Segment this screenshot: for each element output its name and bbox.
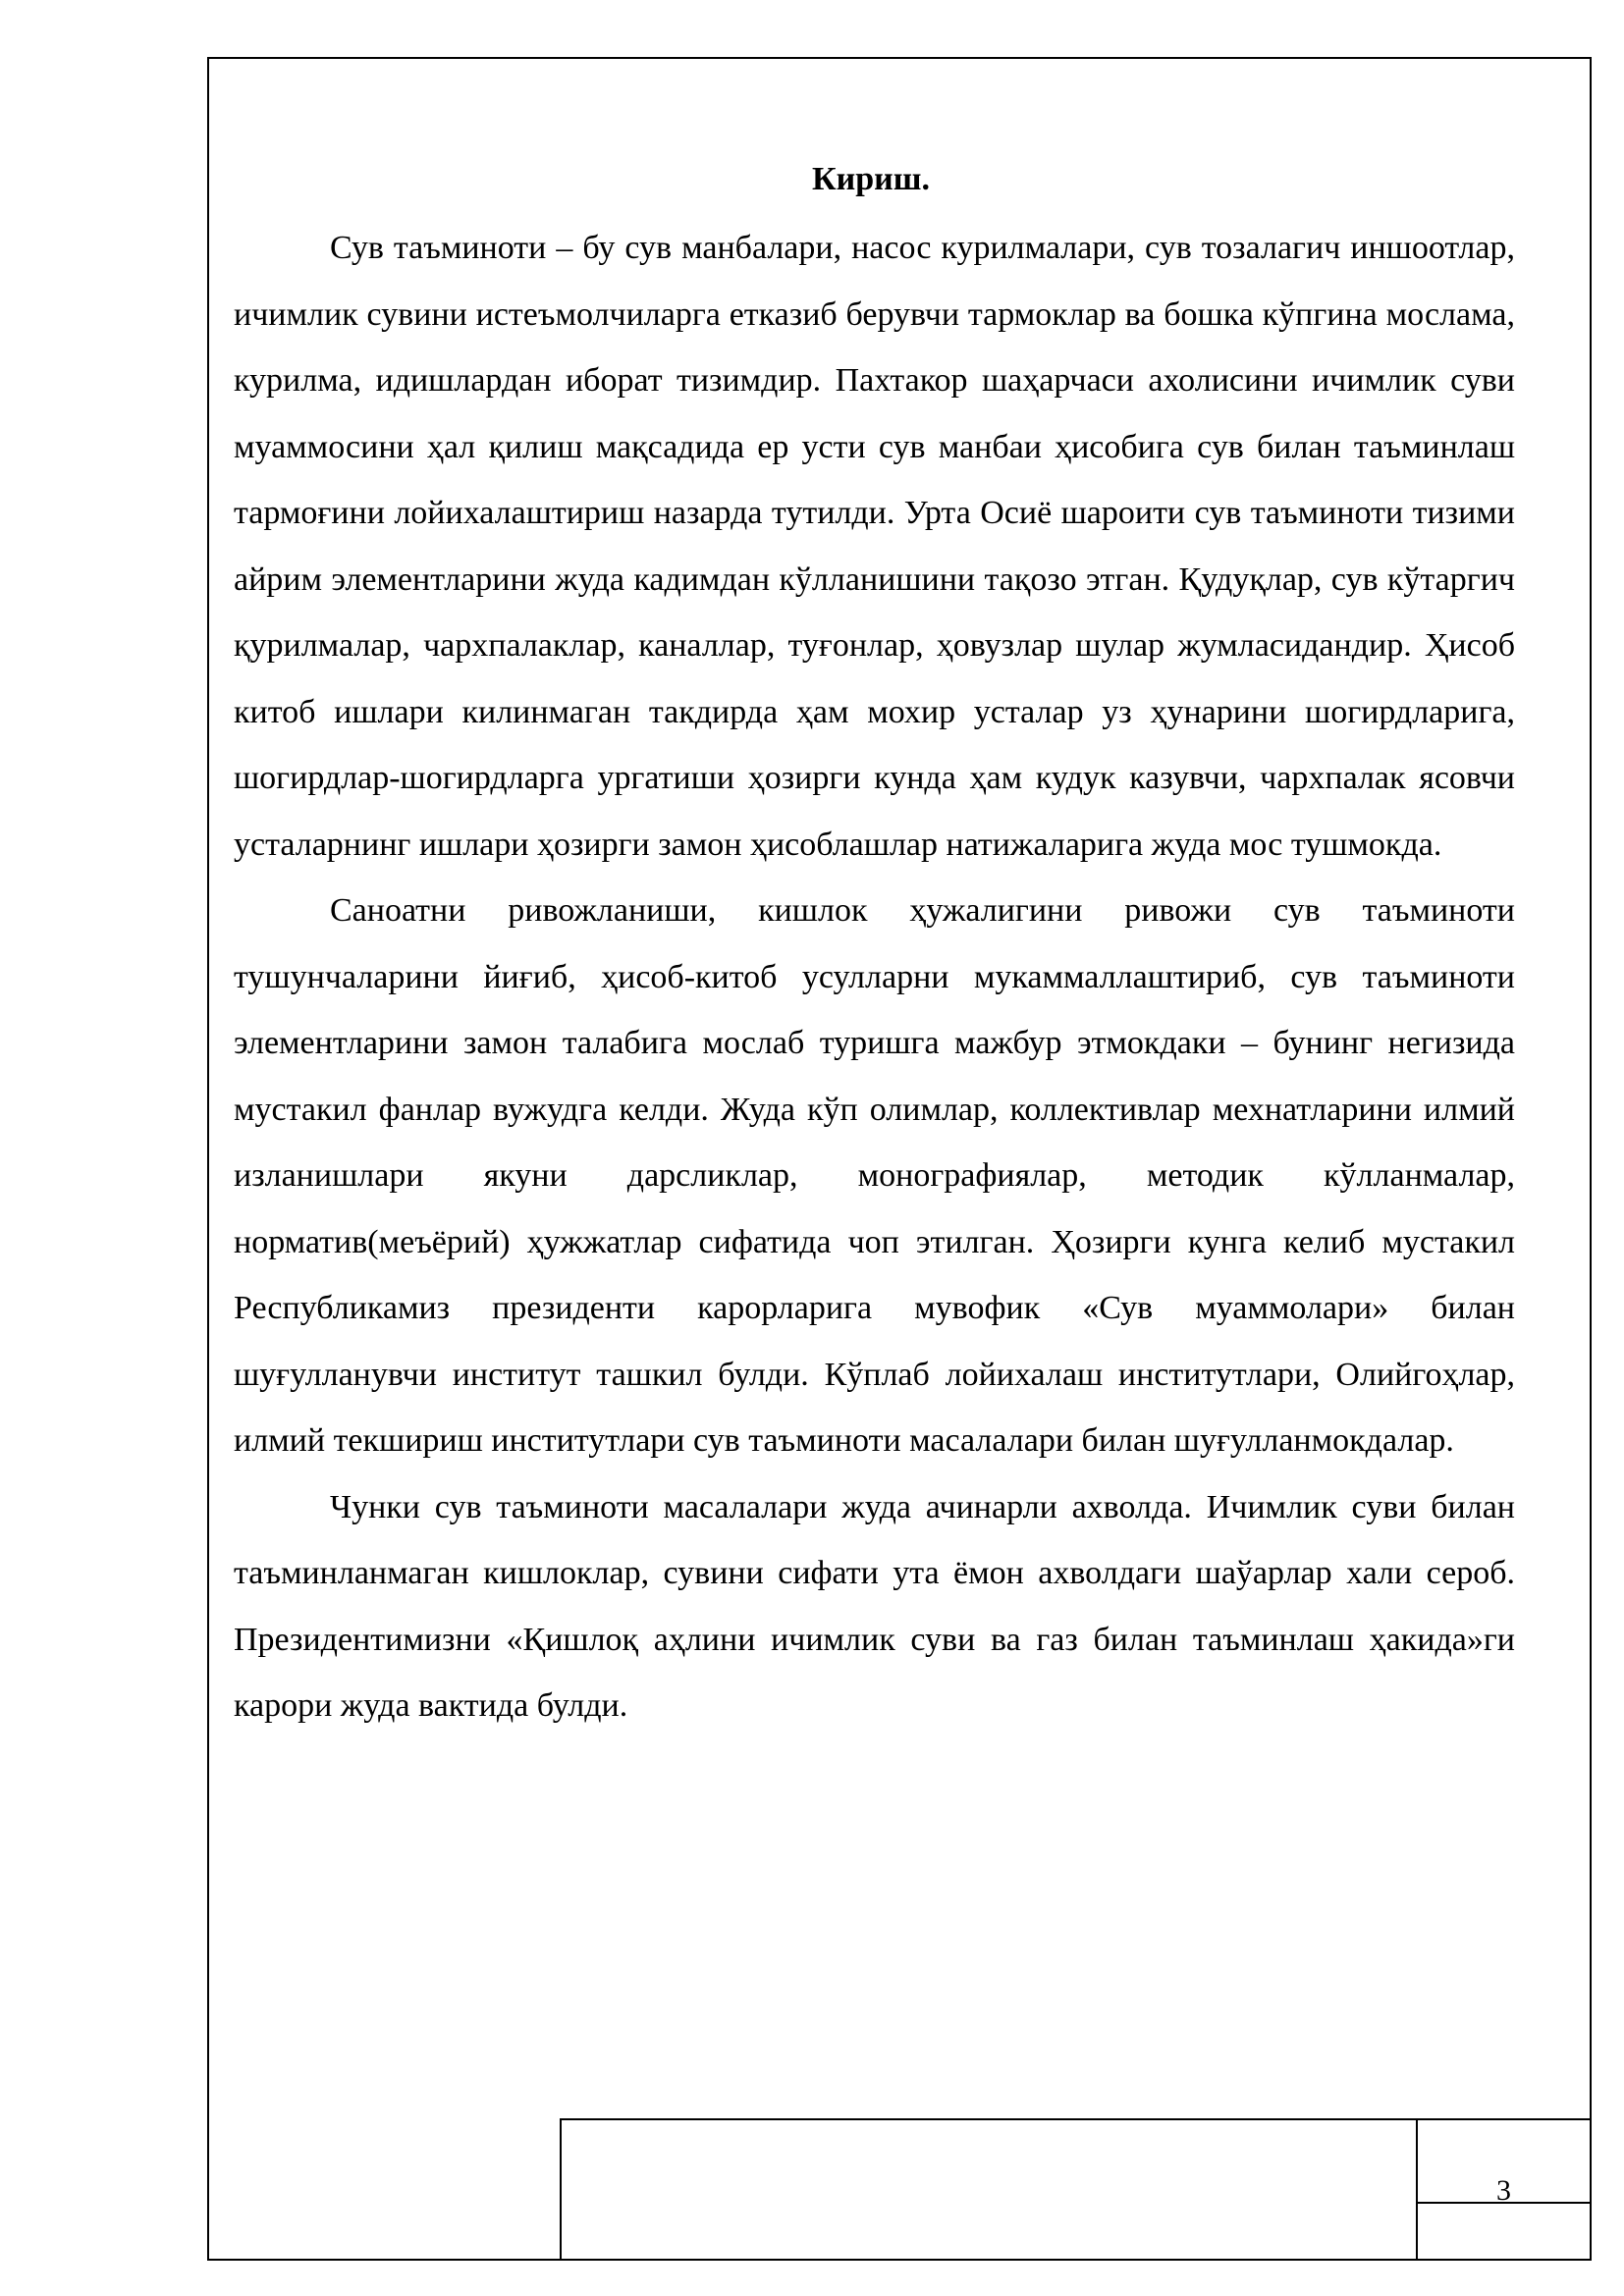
- page-number: 3: [1496, 2174, 1511, 2207]
- paragraph-2: Саноатни ривожланиши, кишлок ҳужалигини ривожи сув таъминоти тушунчаларини йиғиб, ҳисоб-китоб усулларни мукаммаллаштириб, сув таъминоти элементларини замон талабига мослаб туришга мажбур этмокдаки – бунинг негизида мустакил фанлар вужудга келди. Жуда кўп олимлар, коллективлар мехнатларини илмий изланишлари якуни дарсликлар, монографиялар, методик кўлланмалар, норматив(меъёрий) ҳужжатлар сифатида чоп этилган. Ҳозирги кунга келиб мустакил Республикамиз президенти карорларига мувофик «Сув муаммолари» билан шуғулланувчи институт ташкил булди. Кўплаб лойихалаш институтлари, Олийгоҳлар, илмий текшириш институтлари сув таъминоти масалалари билан шуғулланмокдалар.: [234, 892, 1515, 1459]
- paragraph-3: Чунки сув таъминоти масалалари жуда ачинарли ахволда. Ичимлик суви билан таъминланмаган кишлоклар, сувини сифати ута ёмон ахволдаги шаўарлар хали сероб. Президентимизни «Қишлоқ аҳлини ичимлик суви ва газ билан таъминлаш ҳакида»ги карори жуда вактида булди.: [234, 1488, 1515, 1724]
- document-body: [234, 215, 1515, 1739]
- document-title: Кириш.: [812, 161, 930, 197]
- paragraph-1: Сув таъминоти – бу сув манбалари, насос курилмалари, сув тозалагич иншоотлар, ичимлик сувини истеъмолчиларга етказиб берувчи тармоклар ва бошка кўпгина мослама, курилма, идишлардан иборат тизимдир. Пахтакор шаҳарчаси ахолисини ичимлик суви муаммосини ҳал қилиш мақсадида ер усти сув манбаи ҳисобига сув билан таъминлаш тармоғини лойихалаштириш назарда тутилди. Урта Осиё шароити сув таъминоти тизими айрим элементларини жуда кадимдан кўлланишини тақозо этган. Қудуқлар, сув кўтаргич қурилмалар, чархпалаклар, каналлар, туғонлар, ҳовузлар шулар жумласидандир. Ҳисоб китоб ишлари килинмаган такдирда ҳам мохир усталар уз ҳунарини шогирдларига, шогирдлар-шогирдларга ургатиши ҳозирги кунда ҳам кудук казувчи, чархпалак ясовчи усталарнинг ишлари ҳозирги замон ҳисоблашлар натижаларига жуда мос тушмокда.: [234, 230, 1515, 863]
